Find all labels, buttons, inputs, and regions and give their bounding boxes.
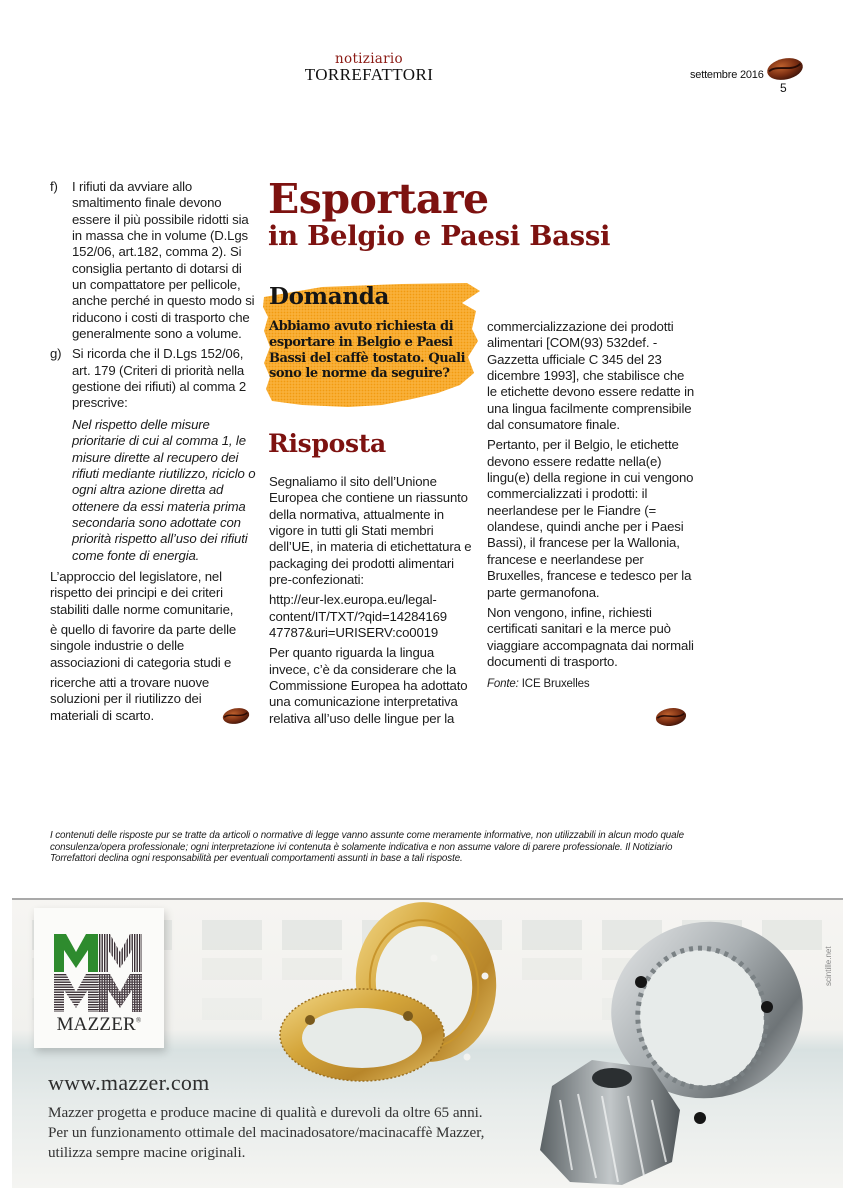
source-line xyxy=(487,676,697,692)
coffee-bean-icon xyxy=(764,52,807,85)
column-left xyxy=(50,179,256,728)
issue-date: settembre 2016 xyxy=(690,69,764,81)
paragraph: L’approccio del legislatore, nel rispetto dei principi e dei criteri stabiliti dalle norme comunitarie, xyxy=(50,568,234,617)
paragraph: Pertanto, per il Belgio, le etichette devono essere redatte nella(e) lingu(e) della regione in cui vengono commercializzati i prodotti: il neerlandese per le Fiandre (= olandese, quindi anche per i Paesi Bassi), il francese per la Wallonia, francese e neerlandese per Bruxelles, francese e tedesco per la parte germanofona. xyxy=(487,437,694,600)
mazzer-advertisement[interactable] xyxy=(12,898,843,1188)
paragraph: è quello di favorire da parte delle singole industrie o delle associazioni di categoria studi e xyxy=(50,621,237,670)
registered-mark: ® xyxy=(135,1016,142,1025)
source-label: Fonte: xyxy=(487,678,519,691)
column-right xyxy=(487,319,697,693)
disclaimer: I contenuti delle risposte pur se tratte da articoli o normative di legge vanno assunte come meramente informative, non utilizzabili in alcun modo quale consulenza/opera professionale; ogni interpretazione ivi contenuta è solamente indicativa e non assume valore di parere professionale. Il Notiziario Torrefattori declina ogni responsabilità per eventuali comportamenti assunti in base a tali risposte. xyxy=(50,830,684,865)
link-line: http://eur-lex.europa.eu/legal- xyxy=(269,592,437,608)
list-marker: f) xyxy=(50,179,58,194)
legal-quote: Nel rispetto delle misure prioritarie di cui al comma 1, le misure dirette al recupero dei rifiuti mediante riutilizzo, riciclo o ogni altra azione diretta ad ottenere da essi materia prima secondaria sono adottate con priorità rispetto all’uso dei rifiuti come fonte di energia. xyxy=(72,416,256,563)
title-line-1: Esportare xyxy=(268,175,489,223)
answer-heading: Risposta xyxy=(268,429,386,458)
ad-line: Per un funzionamento ottimale del macinadosatore/macinacaffè Mazzer, xyxy=(48,1124,485,1141)
column-middle xyxy=(269,474,477,731)
ad-line: Mazzer progetta e produce macine di qualità e durevoli da oltre 65 anni. xyxy=(48,1104,483,1121)
coffee-bean-icon xyxy=(654,704,689,730)
paragraph: Segnaliamo il sito dell’Unione Europea che contiene un riassunto della normativa, attualmente in vigore in tutti gli Stati membri dell’UE, in materia di etichettatura e packaging dei prodotti alimentari pre-confezionati: xyxy=(269,474,472,588)
list-item-f xyxy=(50,179,256,342)
masthead-logo xyxy=(302,53,436,83)
brand-text: MAZZER xyxy=(56,1014,136,1035)
paragraph: ricerche atti a trovare nuove soluzioni per il riutilizzo dei materiali di scarto. xyxy=(50,674,210,723)
masthead-top: notiziario xyxy=(335,51,403,67)
article-title xyxy=(268,177,610,251)
paragraph: commercializzazione dei prodotti alimentari [COM(93) 532def. - Gazzetta ufficiale C 345 del 23 dicembre 1993], che stabilisce che le etichette devono essere redatte in una lingua facilmente comprensibile dal consumatore finale. xyxy=(487,319,695,433)
list-item-text: I rifiuti da avviare allo smaltimento finale devono essere il più possibile ridotti sia in massa che in volume (D.Lgs 152/06, art.182, comma 2). Si consiglia pertanto di dotarsi di un compattatore per pellicole, anche perché in questo modo si riducono i costi di trasporto che generalmente sono a volume. xyxy=(72,179,255,342)
link-line: 47787&uri=URISERV:co0019 xyxy=(269,625,439,641)
list-marker: g) xyxy=(50,346,62,362)
eur-lex-link[interactable] xyxy=(269,592,477,641)
list-item-g xyxy=(50,346,256,411)
paragraph: Per quanto riguarda la lingua invece, c’è da considerare che la Commissione Europea ha adottato una comunicazione interpretativa relativa all’uso delle lingue per la xyxy=(269,645,468,726)
ad-body-text xyxy=(48,1103,548,1163)
question-heading: Domanda xyxy=(269,283,390,310)
ad-credit: scintille.net xyxy=(824,946,833,986)
list-item-text: Si ricorda che il D.Lgs 152/06, art. 179 (Criteri di priorità nella gestione dei rifiuti) al comma 2 prescrive: xyxy=(72,346,247,411)
paragraph: Non vengono, infine, richiesti certificati sanitari e la merce può viaggiare accompagnata dai normali documenti di trasporto. xyxy=(487,604,694,669)
link-line: content/IT/TXT/?qid=14284169 xyxy=(269,608,447,624)
advertiser-url[interactable]: www.mazzer.com xyxy=(48,1070,210,1095)
source-value: ICE Bruxelles xyxy=(521,678,590,691)
title-line-2: in Belgio e Paesi Bassi xyxy=(268,220,611,252)
masthead-bottom: TORREFATTORI xyxy=(304,64,434,84)
question-box xyxy=(262,281,482,409)
ad-line: utilizza sempre macine originali. xyxy=(48,1144,246,1161)
page-number: 5 xyxy=(780,81,787,95)
question-text: Abbiamo avuto richiesta di esportare in Belgio e Paesi Bassi del caffè tostato. Quali sono le norme da seguire? xyxy=(269,319,466,382)
